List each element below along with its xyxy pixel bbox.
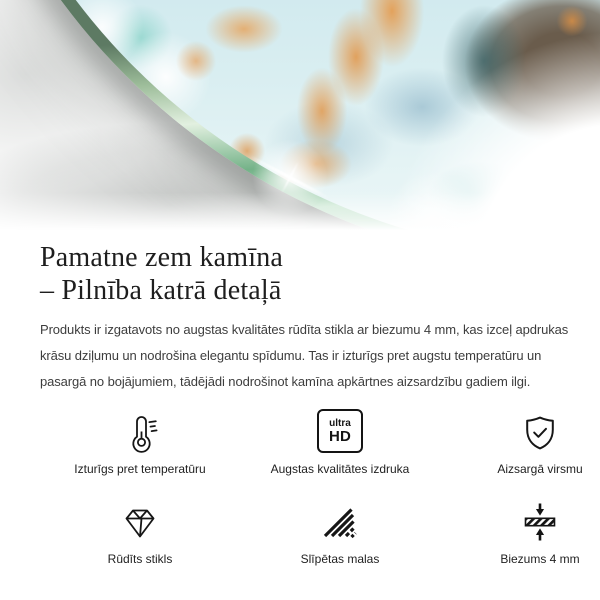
feature-label: Rūdīts stikls (107, 552, 173, 566)
ultra-hd-icon: ultra HD (317, 407, 363, 453)
product-description-section (0, 241, 600, 566)
shield-check-icon (520, 407, 560, 453)
feature-grid (40, 407, 583, 566)
product-hero-image (0, 0, 600, 235)
feature-label: Biezums 4 mm (500, 552, 580, 566)
thermometer-icon (120, 407, 160, 453)
feature-thickness (440, 497, 600, 566)
feature-label: Slīpētas malas (300, 552, 380, 566)
title-line-2: – Pilnība katrā detaļā (40, 275, 282, 306)
feature-print-quality (240, 407, 440, 476)
feature-tempered-glass (40, 497, 240, 566)
title-line-1: Pamatne zem kamīna (40, 242, 284, 273)
product-description-text: Produkts ir izgatavots no augstas kvalitātes rūdīta stikla ar biezumu 4 mm, kas izceļ apdrukas krāsu dziļumu un nodrošina elegantu spīdumu. Tas ir izturīgs pret augstu temperatūru un pasargā no bojājumiem, tādējādi nodrošinot kamīna apkārtnes aizsardzību gadiem ilgi. (40, 322, 569, 389)
page-title (40, 241, 570, 307)
feature-label: Augstas kvalitātes izdruka (270, 462, 410, 476)
feature-surface-protection (440, 407, 600, 476)
feature-label: Aizsargā virsmu (497, 462, 583, 476)
feature-polished-edges (240, 497, 440, 566)
feature-temperature-resistant (40, 407, 240, 476)
beveled-edges-icon (320, 497, 360, 543)
thickness-icon (520, 497, 560, 543)
diamond-icon (120, 497, 160, 543)
feature-label: Izturīgs pret temperatūru (74, 462, 206, 476)
